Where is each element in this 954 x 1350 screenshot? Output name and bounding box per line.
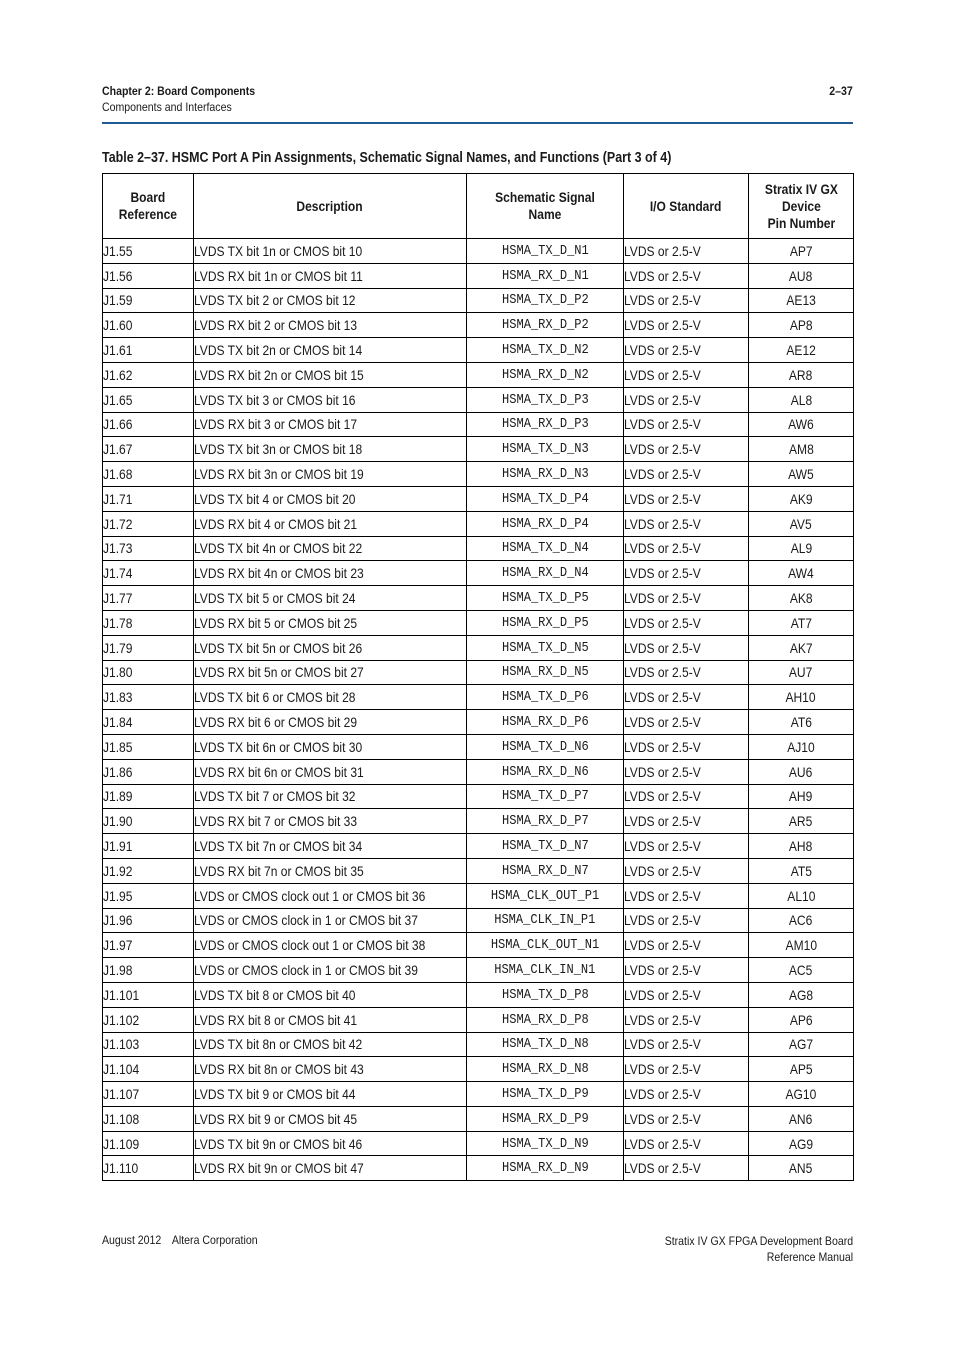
cell-signal-name: HSMA_RX_D_P5 <box>467 610 624 635</box>
cell-pin-number: AG7 <box>749 1032 854 1057</box>
footer-doc-subtitle: Reference Manual <box>766 1250 853 1264</box>
chapter-title: Chapter 2: Board Components <box>102 84 256 98</box>
cell-io-standard: LVDS or 2.5-V <box>624 1032 749 1057</box>
cell-signal-name: HSMA_CLK_IN_P1 <box>467 908 624 933</box>
table-row <box>103 858 854 883</box>
header-line: I/O Standard <box>650 197 722 214</box>
table-row <box>103 834 854 859</box>
table-row <box>103 1156 854 1181</box>
cell-signal-name: HSMA_RX_D_N5 <box>467 660 624 685</box>
cell-signal-name: HSMA_TX_D_P3 <box>467 387 624 412</box>
cell-board-reference: J1.109 <box>103 1131 194 1156</box>
cell-signal-name: HSMA_TX_D_P7 <box>467 784 624 809</box>
page-number: 2–37 <box>829 84 853 98</box>
cell-io-standard: LVDS or 2.5-V <box>624 511 749 536</box>
cell-signal-name: HSMA_TX_D_N3 <box>467 437 624 462</box>
cell-io-standard: LVDS or 2.5-V <box>624 759 749 784</box>
cell-io-standard: LVDS or 2.5-V <box>624 1131 749 1156</box>
cell-pin-number: AL8 <box>749 387 854 412</box>
header-line: Board <box>130 189 166 205</box>
cell-description: LVDS TX bit 7 or CMOS bit 32 <box>194 784 467 809</box>
table-row <box>103 362 854 387</box>
cell-board-reference: J1.83 <box>103 685 194 710</box>
cell-description: LVDS TX bit 1n or CMOS bit 10 <box>194 239 467 264</box>
cell-description: LVDS RX bit 8n or CMOS bit 43 <box>194 1057 467 1082</box>
cell-board-reference: J1.92 <box>103 858 194 883</box>
table-row <box>103 734 854 759</box>
cell-board-reference: J1.67 <box>103 437 194 462</box>
cell-signal-name: HSMA_CLK_OUT_P1 <box>467 883 624 908</box>
cell-description: LVDS RX bit 5 or CMOS bit 25 <box>194 610 467 635</box>
table-row <box>103 610 854 635</box>
cell-board-reference: J1.107 <box>103 1082 194 1107</box>
table-row <box>103 437 854 462</box>
cell-signal-name: HSMA_RX_D_P9 <box>467 1106 624 1131</box>
cell-pin-number: AP6 <box>749 1007 854 1032</box>
cell-board-reference: J1.79 <box>103 635 194 660</box>
cell-description: LVDS RX bit 3n or CMOS bit 19 <box>194 462 467 487</box>
cell-description: LVDS RX bit 7 or CMOS bit 33 <box>194 809 467 834</box>
cell-pin-number: AT5 <box>749 858 854 883</box>
cell-board-reference: J1.78 <box>103 610 194 635</box>
cell-pin-number: AH9 <box>749 784 854 809</box>
cell-io-standard: LVDS or 2.5-V <box>624 933 749 958</box>
cell-pin-number: AT7 <box>749 610 854 635</box>
cell-io-standard: LVDS or 2.5-V <box>624 586 749 611</box>
cell-pin-number: AU8 <box>749 263 854 288</box>
cell-description: LVDS TX bit 3 or CMOS bit 16 <box>194 387 467 412</box>
cell-board-reference: J1.84 <box>103 710 194 735</box>
cell-pin-number: AC5 <box>749 958 854 983</box>
cell-signal-name: HSMA_TX_D_P8 <box>467 982 624 1007</box>
cell-description: LVDS RX bit 4 or CMOS bit 21 <box>194 511 467 536</box>
cell-description: LVDS TX bit 8n or CMOS bit 42 <box>194 1032 467 1057</box>
cell-pin-number: AU6 <box>749 759 854 784</box>
cell-io-standard: LVDS or 2.5-V <box>624 908 749 933</box>
cell-signal-name: HSMA_RX_D_P2 <box>467 313 624 338</box>
cell-pin-number: AR8 <box>749 362 854 387</box>
cell-description: LVDS RX bit 3 or CMOS bit 17 <box>194 412 467 437</box>
cell-signal-name: HSMA_RX_D_P6 <box>467 710 624 735</box>
table-row <box>103 635 854 660</box>
table-row <box>103 1131 854 1156</box>
table-row <box>103 338 854 363</box>
cell-pin-number: AN6 <box>749 1106 854 1131</box>
cell-board-reference: J1.101 <box>103 982 194 1007</box>
cell-signal-name: HSMA_RX_D_N3 <box>467 462 624 487</box>
cell-signal-name: HSMA_TX_D_N1 <box>467 239 624 264</box>
cell-io-standard: LVDS or 2.5-V <box>624 239 749 264</box>
cell-board-reference: J1.108 <box>103 1106 194 1131</box>
cell-signal-name: HSMA_TX_D_N8 <box>467 1032 624 1057</box>
cell-description: LVDS RX bit 9n or CMOS bit 47 <box>194 1156 467 1181</box>
table-row <box>103 1082 854 1107</box>
cell-board-reference: J1.91 <box>103 834 194 859</box>
table-row <box>103 660 854 685</box>
cell-io-standard: LVDS or 2.5-V <box>624 610 749 635</box>
cell-pin-number: AP5 <box>749 1057 854 1082</box>
cell-description: LVDS TX bit 3n or CMOS bit 18 <box>194 437 467 462</box>
table-row <box>103 511 854 536</box>
table-row <box>103 586 854 611</box>
cell-description: LVDS TX bit 2n or CMOS bit 14 <box>194 338 467 363</box>
cell-signal-name: HSMA_CLK_OUT_N1 <box>467 933 624 958</box>
cell-description: LVDS RX bit 9 or CMOS bit 45 <box>194 1106 467 1131</box>
cell-description: LVDS TX bit 5n or CMOS bit 26 <box>194 635 467 660</box>
cell-signal-name: HSMA_TX_D_P4 <box>467 486 624 511</box>
cell-pin-number: AM8 <box>749 437 854 462</box>
cell-pin-number: AV5 <box>749 511 854 536</box>
cell-pin-number: AW6 <box>749 412 854 437</box>
cell-signal-name: HSMA_TX_D_N9 <box>467 1131 624 1156</box>
cell-board-reference: J1.85 <box>103 734 194 759</box>
cell-board-reference: J1.73 <box>103 536 194 561</box>
cell-pin-number: AL9 <box>749 536 854 561</box>
cell-pin-number: AC6 <box>749 908 854 933</box>
footer-date: August 2012 <box>102 1233 162 1247</box>
cell-signal-name: HSMA_RX_D_N1 <box>467 263 624 288</box>
cell-pin-number: AW5 <box>749 462 854 487</box>
cell-pin-number: AG10 <box>749 1082 854 1107</box>
table-row <box>103 908 854 933</box>
cell-description: LVDS RX bit 7n or CMOS bit 35 <box>194 858 467 883</box>
cell-io-standard: LVDS or 2.5-V <box>624 437 749 462</box>
cell-io-standard: LVDS or 2.5-V <box>624 834 749 859</box>
cell-pin-number: AE13 <box>749 288 854 313</box>
cell-description: LVDS or CMOS clock in 1 or CMOS bit 39 <box>194 958 467 983</box>
cell-signal-name: HSMA_RX_D_N4 <box>467 561 624 586</box>
cell-signal-name: HSMA_CLK_IN_N1 <box>467 958 624 983</box>
cell-description: LVDS TX bit 7n or CMOS bit 34 <box>194 834 467 859</box>
cell-board-reference: J1.90 <box>103 809 194 834</box>
table-row <box>103 809 854 834</box>
header-line: Reference <box>118 206 178 222</box>
cell-io-standard: LVDS or 2.5-V <box>624 982 749 1007</box>
cell-io-standard: LVDS or 2.5-V <box>624 536 749 561</box>
cell-description: LVDS TX bit 6 or CMOS bit 28 <box>194 685 467 710</box>
table-row <box>103 561 854 586</box>
cell-board-reference: J1.59 <box>103 288 194 313</box>
cell-signal-name: HSMA_RX_D_P3 <box>467 412 624 437</box>
table-row <box>103 685 854 710</box>
cell-pin-number: AU7 <box>749 660 854 685</box>
cell-description: LVDS RX bit 1n or CMOS bit 11 <box>194 263 467 288</box>
table-row <box>103 958 854 983</box>
cell-signal-name: HSMA_TX_D_N4 <box>467 536 624 561</box>
cell-description: LVDS TX bit 9n or CMOS bit 46 <box>194 1131 467 1156</box>
cell-description: LVDS TX bit 6n or CMOS bit 30 <box>194 734 467 759</box>
cell-description: LVDS TX bit 4n or CMOS bit 22 <box>194 536 467 561</box>
table-body <box>103 239 854 1181</box>
cell-board-reference: J1.98 <box>103 958 194 983</box>
cell-pin-number: AH10 <box>749 685 854 710</box>
cell-io-standard: LVDS or 2.5-V <box>624 338 749 363</box>
cell-signal-name: HSMA_TX_D_P6 <box>467 685 624 710</box>
table-row <box>103 288 854 313</box>
cell-pin-number: AG9 <box>749 1131 854 1156</box>
cell-board-reference: J1.71 <box>103 486 194 511</box>
cell-signal-name: HSMA_TX_D_P9 <box>467 1082 624 1107</box>
cell-io-standard: LVDS or 2.5-V <box>624 883 749 908</box>
cell-description: LVDS TX bit 4 or CMOS bit 20 <box>194 486 467 511</box>
pin-assignment-table <box>102 173 854 1181</box>
table-row <box>103 710 854 735</box>
cell-description: LVDS RX bit 2n or CMOS bit 15 <box>194 362 467 387</box>
cell-board-reference: J1.80 <box>103 660 194 685</box>
cell-io-standard: LVDS or 2.5-V <box>624 958 749 983</box>
cell-board-reference: J1.66 <box>103 412 194 437</box>
cell-io-standard: LVDS or 2.5-V <box>624 486 749 511</box>
cell-description: LVDS RX bit 5n or CMOS bit 27 <box>194 660 467 685</box>
cell-pin-number: AJ10 <box>749 734 854 759</box>
cell-pin-number: AW4 <box>749 561 854 586</box>
table-row <box>103 536 854 561</box>
cell-description: LVDS RX bit 6n or CMOS bit 31 <box>194 759 467 784</box>
footer-company: Altera Corporation <box>171 1233 258 1247</box>
cell-pin-number: AE12 <box>749 338 854 363</box>
table-row <box>103 387 854 412</box>
cell-io-standard: LVDS or 2.5-V <box>624 858 749 883</box>
cell-board-reference: J1.86 <box>103 759 194 784</box>
cell-pin-number: AR5 <box>749 809 854 834</box>
table-row <box>103 1057 854 1082</box>
header-board-reference <box>103 174 194 239</box>
footer-right <box>665 1233 853 1265</box>
cell-signal-name: HSMA_RX_D_N6 <box>467 759 624 784</box>
table-row <box>103 263 854 288</box>
table-header-row <box>103 174 854 239</box>
table-row <box>103 1106 854 1131</box>
page-header <box>102 84 853 124</box>
table-row <box>103 784 854 809</box>
cell-board-reference: J1.62 <box>103 362 194 387</box>
cell-pin-number: AK9 <box>749 486 854 511</box>
cell-description: LVDS TX bit 2 or CMOS bit 12 <box>194 288 467 313</box>
header-line: Pin Number <box>767 214 835 231</box>
header-line: Description <box>296 197 364 214</box>
cell-io-standard: LVDS or 2.5-V <box>624 1007 749 1032</box>
table-row <box>103 462 854 487</box>
header-pin-number <box>749 174 854 239</box>
cell-io-standard: LVDS or 2.5-V <box>624 1106 749 1131</box>
footer-doc-title: Stratix IV GX FPGA Development Board <box>664 1234 853 1248</box>
cell-pin-number: AP7 <box>749 239 854 264</box>
header-io-standard <box>624 174 749 239</box>
cell-signal-name: HSMA_RX_D_P8 <box>467 1007 624 1032</box>
table-row <box>103 486 854 511</box>
cell-description: LVDS TX bit 5 or CMOS bit 24 <box>194 586 467 611</box>
cell-board-reference: J1.102 <box>103 1007 194 1032</box>
cell-io-standard: LVDS or 2.5-V <box>624 734 749 759</box>
header-line: Name <box>528 206 562 222</box>
cell-io-standard: LVDS or 2.5-V <box>624 685 749 710</box>
table-row <box>103 412 854 437</box>
cell-board-reference: J1.60 <box>103 313 194 338</box>
table-row <box>103 982 854 1007</box>
cell-board-reference: J1.77 <box>103 586 194 611</box>
footer-left <box>102 1233 258 1247</box>
cell-io-standard: LVDS or 2.5-V <box>624 1082 749 1107</box>
table-row <box>103 759 854 784</box>
cell-pin-number: AM10 <box>749 933 854 958</box>
cell-board-reference: J1.95 <box>103 883 194 908</box>
cell-io-standard: LVDS or 2.5-V <box>624 1057 749 1082</box>
cell-board-reference: J1.68 <box>103 462 194 487</box>
cell-signal-name: HSMA_RX_D_N2 <box>467 362 624 387</box>
table-caption: Table 2–37. HSMC Port A Pin Assignments, Schematic Signal Names, and Functions (Part 3 of 4) <box>102 150 672 166</box>
cell-io-standard: LVDS or 2.5-V <box>624 710 749 735</box>
cell-signal-name: HSMA_TX_D_N7 <box>467 834 624 859</box>
cell-board-reference: J1.104 <box>103 1057 194 1082</box>
cell-description: LVDS RX bit 4n or CMOS bit 23 <box>194 561 467 586</box>
cell-signal-name: HSMA_TX_D_N6 <box>467 734 624 759</box>
cell-io-standard: LVDS or 2.5-V <box>624 561 749 586</box>
table-row <box>103 883 854 908</box>
cell-io-standard: LVDS or 2.5-V <box>624 462 749 487</box>
cell-signal-name: HSMA_RX_D_P7 <box>467 809 624 834</box>
cell-pin-number: AG8 <box>749 982 854 1007</box>
cell-pin-number: AN5 <box>749 1156 854 1181</box>
cell-io-standard: LVDS or 2.5-V <box>624 660 749 685</box>
cell-pin-number: AK7 <box>749 635 854 660</box>
cell-signal-name: HSMA_TX_D_N5 <box>467 635 624 660</box>
cell-description: LVDS or CMOS clock out 1 or CMOS bit 38 <box>194 933 467 958</box>
table-row <box>103 1007 854 1032</box>
cell-signal-name: HSMA_TX_D_N2 <box>467 338 624 363</box>
table-row <box>103 313 854 338</box>
cell-signal-name: HSMA_RX_D_P4 <box>467 511 624 536</box>
cell-io-standard: LVDS or 2.5-V <box>624 809 749 834</box>
cell-board-reference: J1.96 <box>103 908 194 933</box>
cell-pin-number: AK8 <box>749 586 854 611</box>
cell-board-reference: J1.110 <box>103 1156 194 1181</box>
cell-pin-number: AH8 <box>749 834 854 859</box>
cell-board-reference: J1.56 <box>103 263 194 288</box>
cell-signal-name: HSMA_TX_D_P5 <box>467 586 624 611</box>
cell-description: LVDS RX bit 6 or CMOS bit 29 <box>194 710 467 735</box>
cell-signal-name: HSMA_TX_D_P2 <box>467 288 624 313</box>
cell-description: LVDS TX bit 8 or CMOS bit 40 <box>194 982 467 1007</box>
cell-board-reference: J1.55 <box>103 239 194 264</box>
cell-io-standard: LVDS or 2.5-V <box>624 1156 749 1181</box>
header-line: Stratix IV GX <box>764 180 838 197</box>
header-description <box>194 174 467 239</box>
cell-signal-name: HSMA_RX_D_N9 <box>467 1156 624 1181</box>
cell-board-reference: J1.97 <box>103 933 194 958</box>
section-title: Components and Interfaces <box>102 100 232 114</box>
cell-description: LVDS RX bit 8 or CMOS bit 41 <box>194 1007 467 1032</box>
cell-io-standard: LVDS or 2.5-V <box>624 387 749 412</box>
cell-board-reference: J1.89 <box>103 784 194 809</box>
cell-pin-number: AL10 <box>749 883 854 908</box>
cell-description: LVDS RX bit 2 or CMOS bit 13 <box>194 313 467 338</box>
header-schematic-signal-name <box>467 174 624 239</box>
table-row <box>103 933 854 958</box>
cell-pin-number: AT6 <box>749 710 854 735</box>
table-row <box>103 1032 854 1057</box>
cell-board-reference: J1.61 <box>103 338 194 363</box>
cell-pin-number: AP8 <box>749 313 854 338</box>
cell-signal-name: HSMA_RX_D_N8 <box>467 1057 624 1082</box>
cell-board-reference: J1.72 <box>103 511 194 536</box>
cell-io-standard: LVDS or 2.5-V <box>624 362 749 387</box>
cell-io-standard: LVDS or 2.5-V <box>624 313 749 338</box>
table-row <box>103 239 854 264</box>
cell-io-standard: LVDS or 2.5-V <box>624 288 749 313</box>
cell-board-reference: J1.65 <box>103 387 194 412</box>
cell-board-reference: J1.103 <box>103 1032 194 1057</box>
cell-signal-name: HSMA_RX_D_N7 <box>467 858 624 883</box>
cell-io-standard: LVDS or 2.5-V <box>624 263 749 288</box>
header-line: Schematic Signal <box>495 189 595 205</box>
cell-io-standard: LVDS or 2.5-V <box>624 412 749 437</box>
cell-board-reference: J1.74 <box>103 561 194 586</box>
cell-description: LVDS TX bit 9 or CMOS bit 44 <box>194 1082 467 1107</box>
cell-io-standard: LVDS or 2.5-V <box>624 784 749 809</box>
cell-description: LVDS or CMOS clock out 1 or CMOS bit 36 <box>194 883 467 908</box>
cell-io-standard: LVDS or 2.5-V <box>624 635 749 660</box>
header-line: Device <box>781 197 821 214</box>
cell-description: LVDS or CMOS clock in 1 or CMOS bit 37 <box>194 908 467 933</box>
